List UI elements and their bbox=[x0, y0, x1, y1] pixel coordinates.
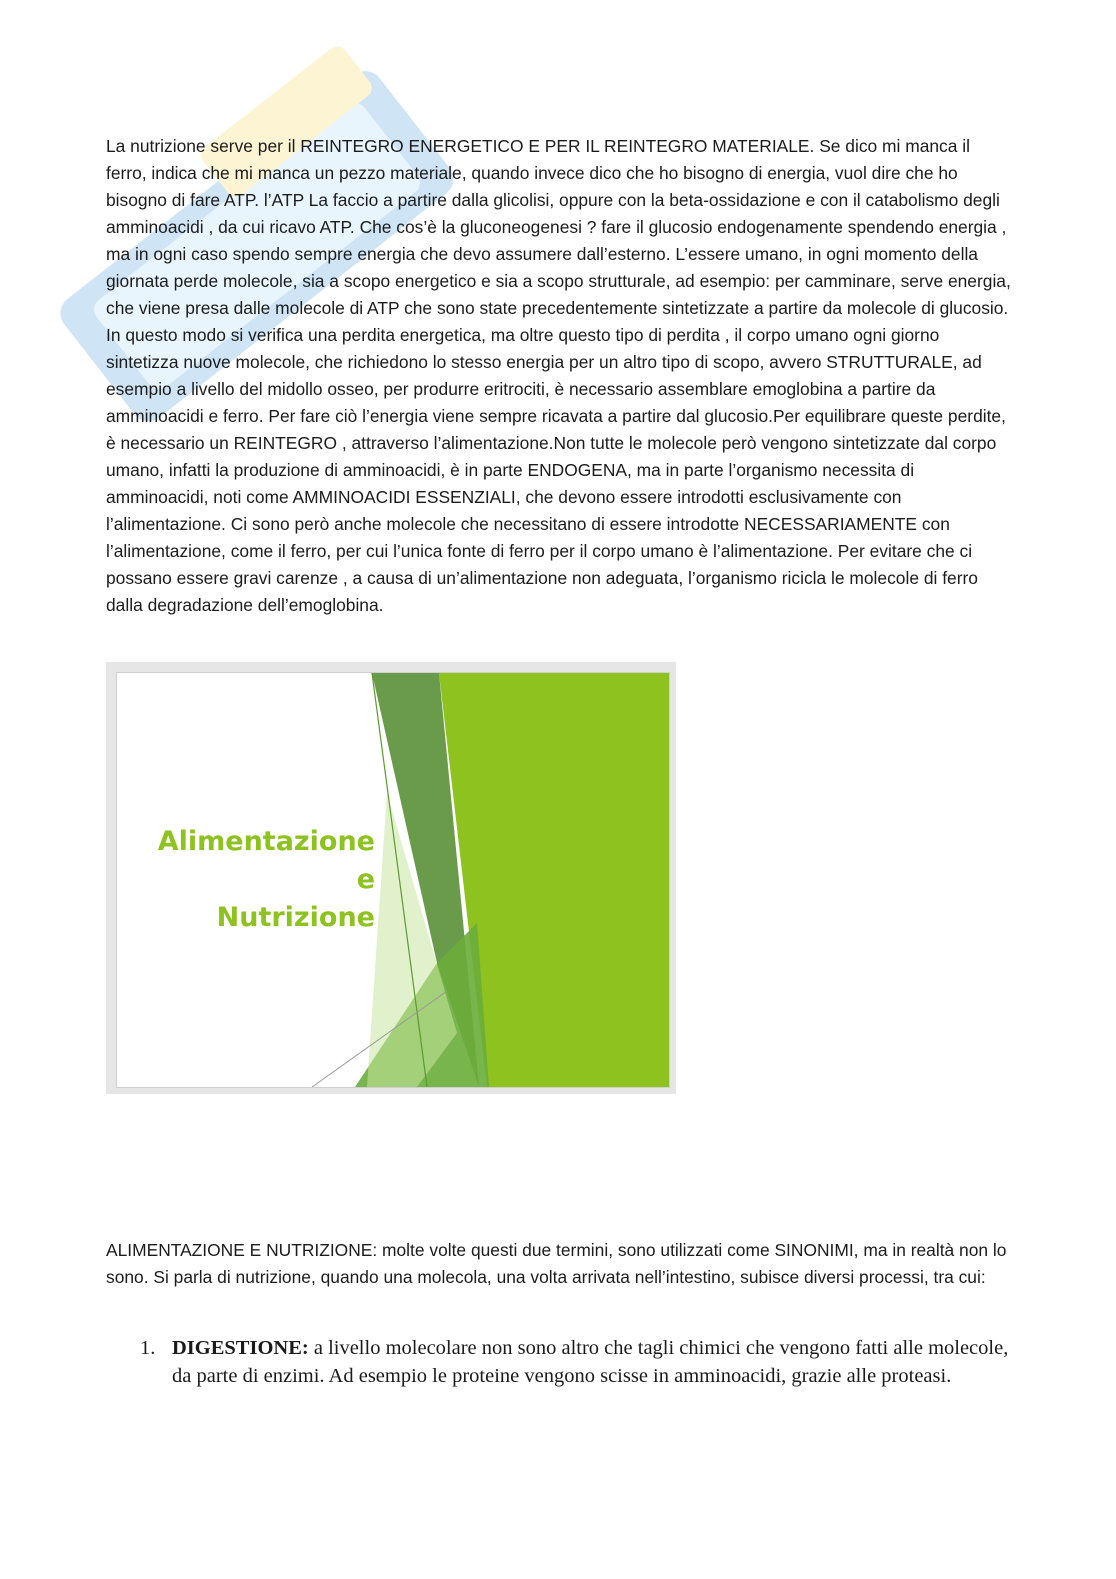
numbered-list bbox=[134, 1334, 1014, 1390]
slide-title bbox=[158, 823, 375, 937]
slide-title-line-2: e bbox=[356, 864, 375, 895]
second-paragraph: ALIMENTAZIONE E NUTRIZIONE: molte volte questi due termini, sono utilizzati come SINONIMI, ma in realtà non lo sono. Si parla di nutrizione, quando una molecola, una volta arrivata nell’intestino, subisce diversi processi, tra cui: bbox=[106, 1240, 1007, 1287]
slide-image-frame bbox=[106, 662, 676, 1094]
slide-image bbox=[116, 672, 670, 1088]
intro-paragraph: La nutrizione serve per il REINTEGRO ENERGETICO E PER IL REINTEGRO MATERIALE. Se dico mi manca il ferro, indica che mi manca un pezzo materiale, quando invece dico che ho bisogno di energia, vuol dire che ho bisogno di fare ATP. l’ATP La faccio a partire dalla glicolisi, oppure con la beta-ossidazione e con il catabolismo degli amminoacidi , da cui ricavo ATP. Che cos’è la gluconeogenesi ? fare il glucosio endogenamente spendendo energia , ma in ogni caso spendo sempre energia che devo assumere dall’esterno. L’essere umano, in ogni momento della giornata perde molecole, sia a scopo energetico e sia a scopo strutturale, ad esempio: per camminare, serve energia, che viene presa dalle molecole di ATP che sono state precedentemente sintetizzate a partire da molecole di glucosio. In questo modo si verifica una perdita energetica, ma oltre questo tipo di perdita , il corpo umano ogni giorno sintetizza nuove molecole, che richiedono lo stesso energia per un altro tipo di scopo, avvero STRUTTURALE, ad esempio a livello del midollo osseo, per produrre eritrociti, è necessario assemblare emoglobina a partire da amminoacidi e ferro. Per fare ciò l’energia viene sempre ricavata a partire dal glucosio.Per equilibrare queste perdite, è necessario un REINTEGRO , attraverso l’alimentazione.Non tutte le molecole però vengono sintetizzate dal corpo umano, infatti la produzione di amminoacidi, è in parte ENDOGENA, ma in parte l’organismo necessita di amminoacidi, noti come AMMINOACIDI ESSENZIALI, che devono essere introdotti esclusivamente con l’alimentazione. Ci sono però anche molecole che necessitano di essere introdotte NECESSARIAMENTE con l’alimentazione, come il ferro, per cui l’unica fonte di ferro per il corpo umano è l’alimentazione. Per evitare che ci possano essere gravi carenze , a causa di un’alimentazione non adeguata, l’organismo ricicla le molecole di ferro dalla degradazione dell’emoglobina. bbox=[106, 136, 1011, 615]
slide-title-line-3: Nutrizione bbox=[216, 902, 375, 933]
list-item bbox=[134, 1334, 1014, 1390]
list-item-text: a livello molecolare non sono altro che tagli chimici che vengono fatti alle molecole, da parte di enzimi. Ad esempio le proteine vengono scisse in amminoacidi, grazie alle proteasi. bbox=[172, 1337, 1009, 1387]
slide-title-line-1: Alimentazione bbox=[157, 826, 375, 857]
list-item-number: 1. bbox=[140, 1337, 156, 1359]
list-item-term: DIGESTIONE: bbox=[172, 1337, 309, 1359]
